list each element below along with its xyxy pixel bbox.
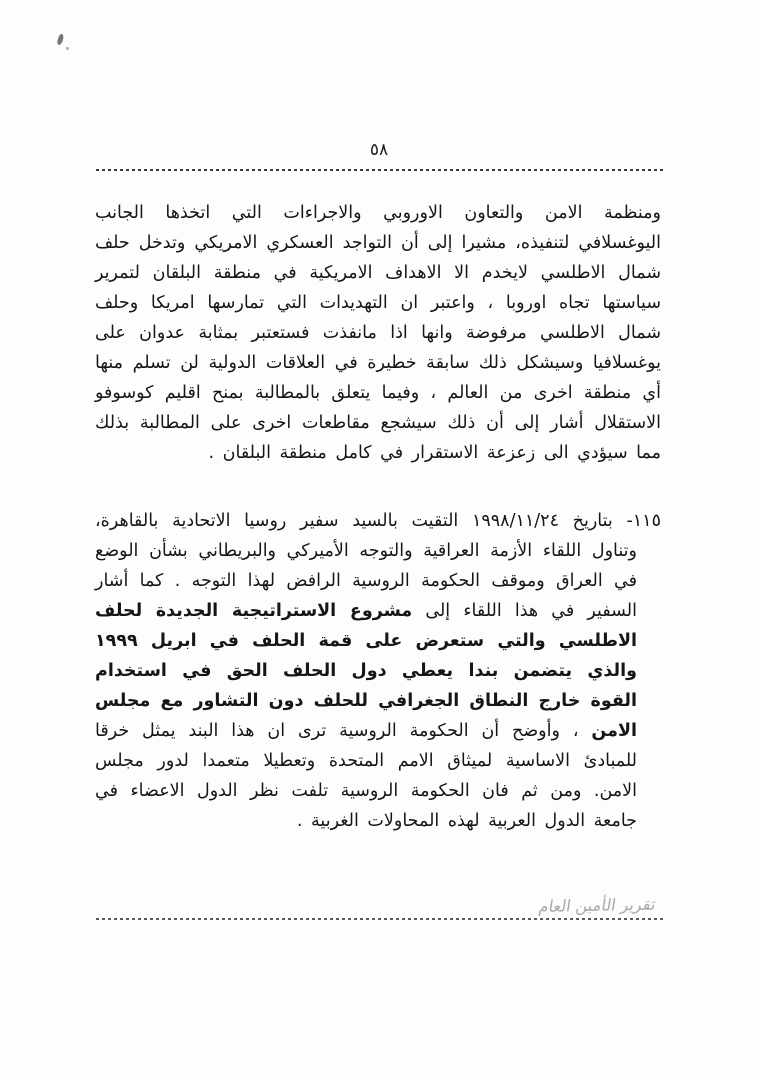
document-body — [95, 198, 661, 874]
page-number: ٥٨ — [369, 140, 389, 160]
paragraph-115-russia — [95, 506, 661, 836]
paragraph-115-lead: ١١٥- بتاريخ ١٩٩٨/١١/٢٤ التقيت بالسيد سفير روسيا الاتحادية بالقاهرة، وتناول اللقاء الأزمة العراقية والتوجه الأميركي والبريطاني بشأن الوضع في العراق وموقف الحكومة الروسية الرافض لهذا التوجه . كما أشار السفير في هذا اللقاء إلى — [95, 511, 661, 621]
paragraph-115-bold-emphasis: مشروع الاستراتيجية الجديدة لحلف الاطلسي والتي ستعرض على قمة الحلف في ابريل ١٩٩٩ والذي يتضمن بندا يعطي دول الحلف الحق في استخدام القوة خارج النطاق الجغرافي للحلف دون التشاور مع مجلس الامن — [95, 601, 637, 741]
page-header — [95, 140, 663, 171]
page-footer — [95, 894, 663, 920]
handwritten-footer-note: تقرير الأمين العام — [536, 894, 657, 917]
paragraph-115-tail: ، وأوضح أن الحكومة الروسية ترى ان هذا البند يمثل خرقا للمبادئ الاساسية لميثاق الامم المتحدة وتعطيلا متعمدا لدور مجلس الامن. ومن ثم فان الحكومة الروسية تلفت نظر الدول الاعضاء في جامعة الدول العربية لهذه المحاولات الغربية . — [95, 721, 637, 831]
paragraph-yugoslavia: ومنظمة الامن والتعاون الاوروبي والاجراءات التي اتخذها الجانب اليوغسلافي لتنفيذه، مشيرا إلى أن التواجد العسكري الامريكي وتدخل حلف شمال الاطلسي لايخدم الا الاهداف الامريكية في منطقة البلقان لتمرير سياستها تجاه اوروبا ، واعتبر ان التهديدات التي تمارسها امريكا وحلف شمال الاطلسي مرفوضة وانها اذا مانفذت فستعتبر بمثابة عدوان على يوغسلافيا وسيشكل ذلك سابقة خطيرة في العلاقات الدولية لن تسلم منها أي منطقة اخرى من العالم ، وفيما يتعلق بالمطالبة بمنح اقليم كوسوفو الاستقلال أشار إلى أن ذلك سيشجع مقاطعات اخرى على المطالبة بذلك مما سيؤدي الى زعزعة الاستقرار في كامل منطقة البلقان . — [95, 203, 661, 463]
scan-artifact — [56, 33, 64, 45]
footer-divider-rule — [95, 918, 663, 920]
scan-artifact — [66, 47, 69, 50]
header-divider-rule — [95, 169, 663, 171]
